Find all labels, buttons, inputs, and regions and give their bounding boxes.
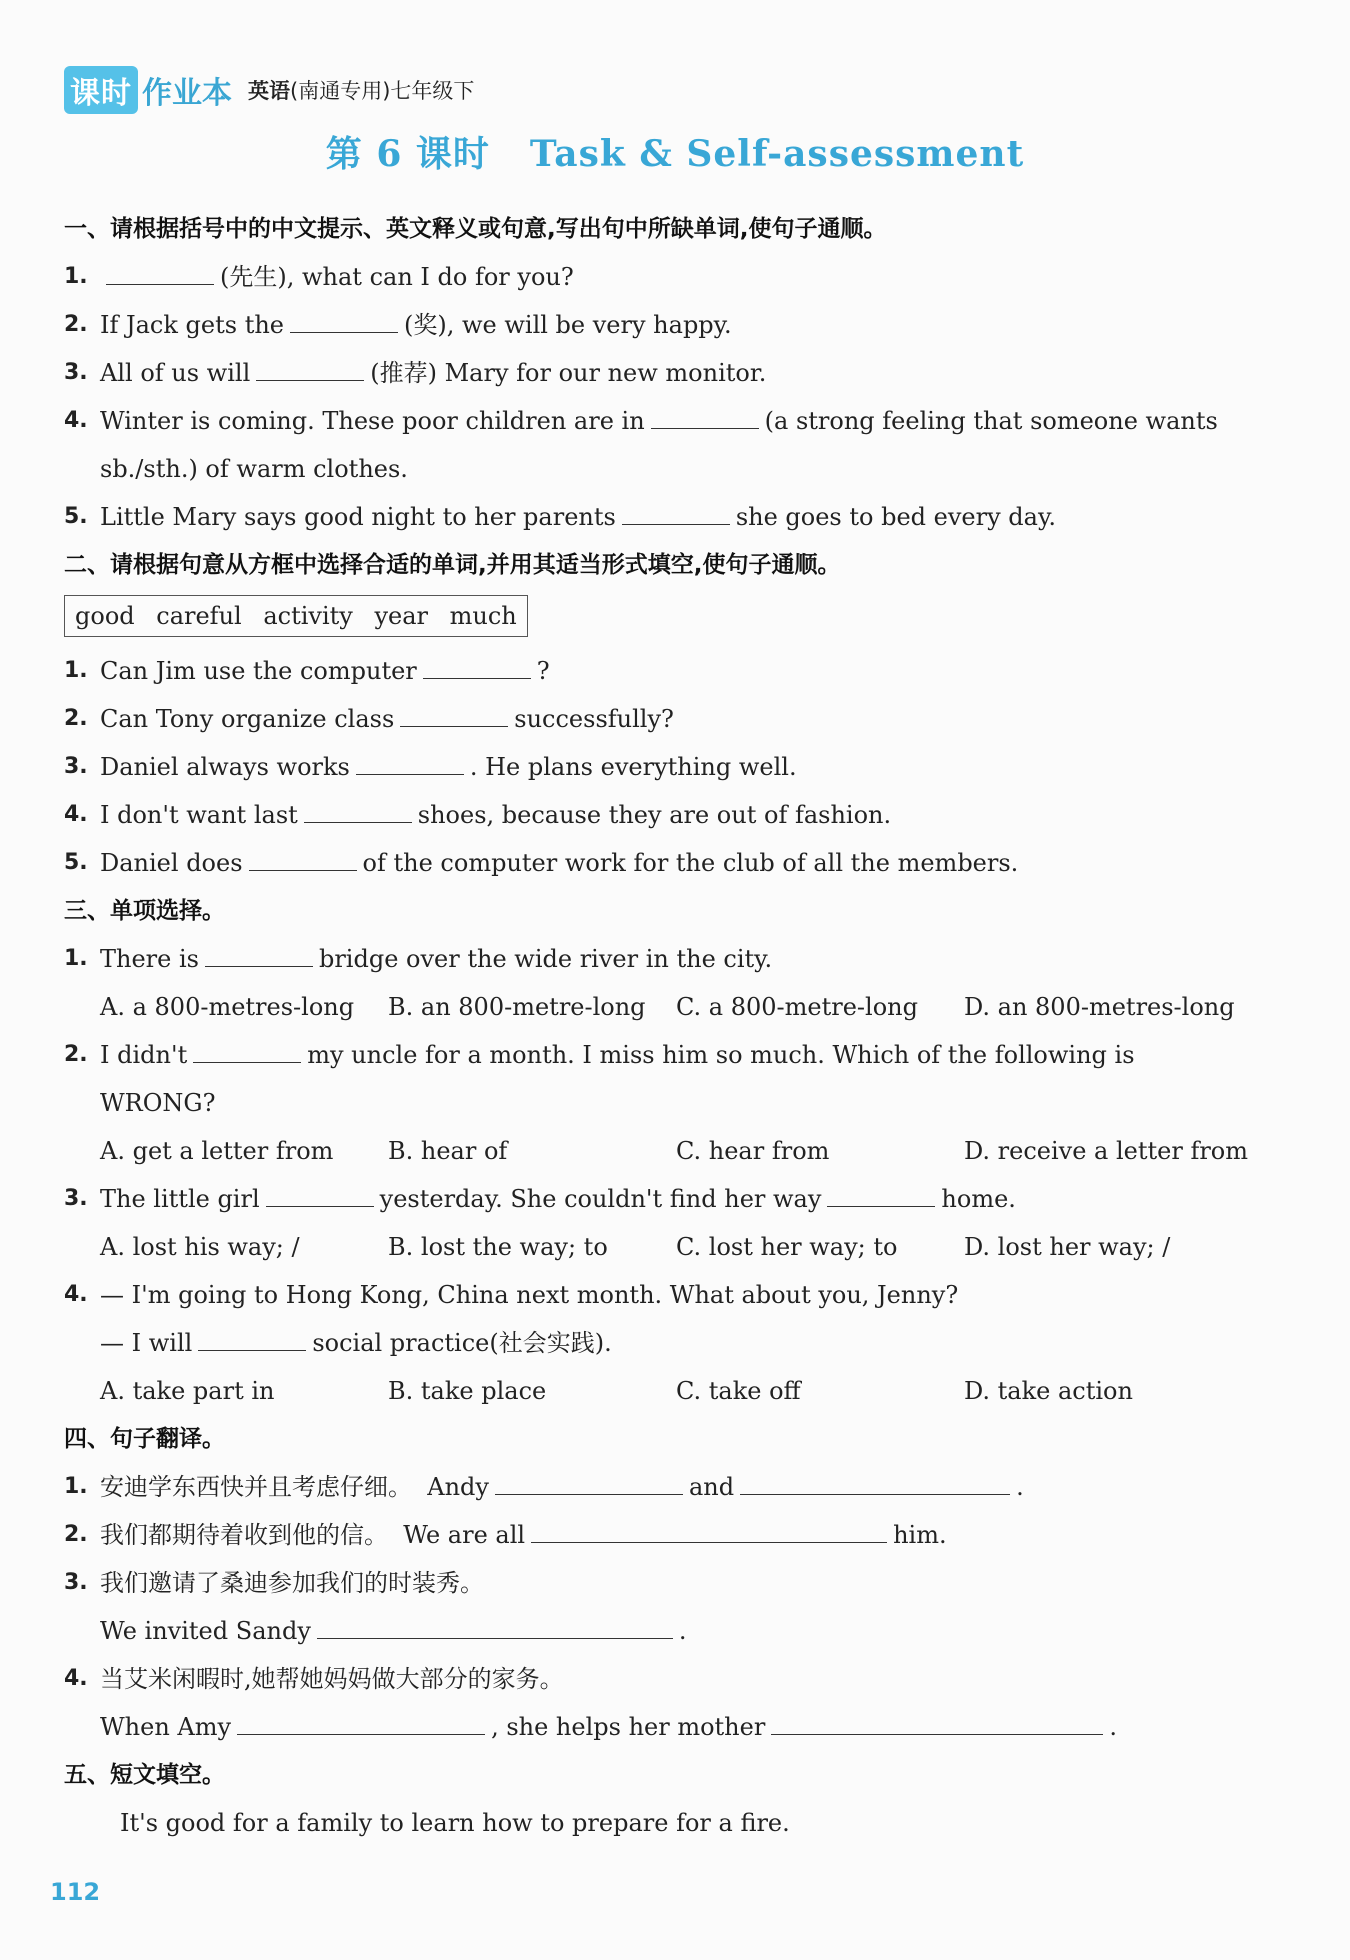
option-a[interactable]: A. a 800-metres-long [100, 993, 355, 1021]
answer-blank[interactable] [205, 938, 313, 967]
option-c[interactable]: C. hear from [676, 1137, 830, 1165]
s3-q1-options [64, 983, 1264, 1031]
s2-question-2: 2. Can Tony organize class successfully? [64, 695, 1264, 743]
answer-blank[interactable] [193, 1034, 301, 1063]
answer-blank[interactable] [249, 842, 357, 871]
s3-question-1: 1. There is bridge over the wide river in the city. [64, 935, 1264, 983]
s3-question-4-reply: — I will social practice(社会实践). [64, 1319, 1264, 1367]
answer-blank[interactable] [651, 400, 759, 429]
answer-blank[interactable] [304, 794, 412, 823]
s1-question-4-cont: sb./sth.) of warm clothes. [100, 455, 408, 483]
section-2-heading: 二、请根据句意从方框中选择合适的单词,并用其适当形式填空,使句子通顺。 [64, 552, 841, 578]
subject-label: 英语(南通专用)七年级下 [248, 79, 475, 103]
s3-question-3: 3. The little girl yesterday. She couldn't find her way home. [64, 1175, 1264, 1223]
answer-blank[interactable] [106, 256, 214, 285]
s1-question-1: 1. (先生), what can I do for you? [64, 253, 1264, 301]
answer-blank[interactable] [771, 1706, 1103, 1735]
book-logo-text: 作业本 [142, 76, 232, 111]
answer-blank[interactable] [495, 1466, 683, 1495]
section-1-heading: 一、请根据括号中的中文提示、英文释义或句意,写出句中所缺单词,使句子通顺。 [64, 216, 887, 242]
s1-question-5: 5. Little Mary says good night to her parents she goes to bed every day. [64, 493, 1264, 541]
book-header [64, 66, 474, 114]
s2-question-1: 1. Can Jim use the computer ? [64, 647, 1264, 695]
s4-question-1: 1. 安迪学东西快并且考虑仔细。 Andy and . [64, 1463, 1264, 1511]
option-b[interactable]: B. hear of [388, 1137, 508, 1165]
answer-blank[interactable] [198, 1322, 306, 1351]
option-b[interactable]: B. an 800-metre-long [388, 993, 646, 1021]
s3-q2-options [64, 1127, 1264, 1175]
s2-question-3: 3. Daniel always works . He plans everything well. [64, 743, 1264, 791]
option-a[interactable]: A. get a letter from [100, 1137, 334, 1165]
answer-blank[interactable] [256, 352, 364, 381]
worksheet-content [64, 205, 1264, 1847]
option-c[interactable]: C. take off [676, 1377, 801, 1405]
s2-question-5: 5. Daniel does of the computer work for the club of all the members. [64, 839, 1264, 887]
answer-blank[interactable] [317, 1610, 673, 1639]
answer-blank[interactable] [237, 1706, 485, 1735]
option-d[interactable]: D. receive a letter from [964, 1137, 1249, 1165]
option-b[interactable]: B. lost the way; to [388, 1233, 608, 1261]
book-logo: 课时 [64, 66, 138, 114]
s3-q4-options [64, 1367, 1264, 1415]
answer-blank[interactable] [423, 650, 531, 679]
section-4-heading: 四、句子翻译。 [64, 1426, 225, 1452]
s1-question-4: 4. Winter is coming. These poor children are in (a strong feeling that someone wants [64, 397, 1264, 445]
answer-blank[interactable] [290, 304, 398, 333]
answer-blank[interactable] [531, 1514, 887, 1543]
option-d[interactable]: D. take action [964, 1377, 1133, 1405]
option-d[interactable]: D. lost her way; / [964, 1233, 1171, 1261]
s1-question-3: 3. All of us will (推荐) Mary for our new monitor. [64, 349, 1264, 397]
option-b[interactable]: B. take place [388, 1377, 547, 1405]
page-number: 112 [50, 1878, 101, 1906]
answer-blank[interactable] [622, 496, 730, 525]
option-d[interactable]: D. an 800-metres-long [964, 993, 1235, 1021]
passage-text: It's good for a family to learn how to prepare for a fire. [120, 1809, 790, 1837]
option-c[interactable]: C. lost her way; to [676, 1233, 898, 1261]
option-c[interactable]: C. a 800-metre-long [676, 993, 918, 1021]
option-a[interactable]: A. lost his way; / [100, 1233, 300, 1261]
s4-question-3: 3. 我们邀请了桑迪参加我们的时装秀。 [64, 1569, 484, 1597]
s3-q3-options [64, 1223, 1264, 1271]
answer-blank[interactable] [740, 1466, 1010, 1495]
s3-question-4: 4. — I'm going to Hong Kong, China next month. What about you, Jenny? [64, 1281, 959, 1309]
s3-question-2-cont: WRONG? [100, 1089, 216, 1117]
s4-question-3-answer: We invited Sandy . [64, 1607, 1264, 1655]
lesson-title: 第 6 课时 Task & Self-assessment [325, 133, 1025, 175]
s4-question-4: 4. 当艾米闲暇时,她帮她妈妈做大部分的家务。 [64, 1665, 564, 1693]
s1-question-2: 2. If Jack gets the (奖), we will be very happy. [64, 301, 1264, 349]
option-a[interactable]: A. take part in [100, 1377, 275, 1405]
s3-question-2: 2. I didn't my uncle for a month. I miss him so much. Which of the following is [64, 1031, 1264, 1079]
section-3-heading: 三、单项选择。 [64, 898, 225, 924]
word-bank-box: good careful activity year much [64, 595, 528, 637]
answer-blank[interactable] [400, 698, 508, 727]
s4-question-4-answer: When Amy , she helps her mother . [64, 1703, 1264, 1751]
answer-blank[interactable] [356, 746, 464, 775]
answer-blank[interactable] [827, 1178, 935, 1207]
s4-question-2: 2. 我们都期待着收到他的信。 We are all him. [64, 1511, 1264, 1559]
s2-question-4: 4. I don't want last shoes, because they are out of fashion. [64, 791, 1264, 839]
answer-blank[interactable] [266, 1178, 374, 1207]
section-5-heading: 五、短文填空。 [64, 1762, 225, 1788]
